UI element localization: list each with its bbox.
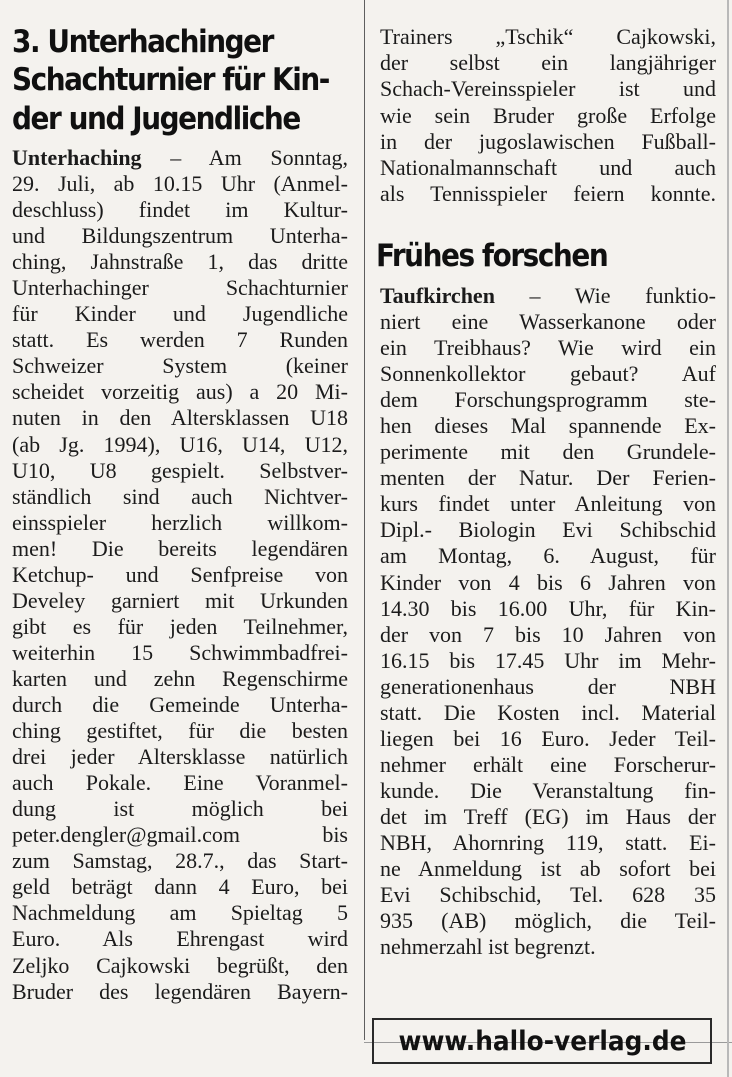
text-line: Euro. Als Ehrengast wird <box>12 926 348 952</box>
article2-place: Taufkirchen <box>380 283 495 308</box>
text-line: ständlich sind auch Nichtver- <box>12 483 348 509</box>
text-line: peter.dengler@gmail.com bis <box>12 822 348 848</box>
text-line: als Tennisspieler feiern konnte. <box>380 181 716 207</box>
text-line: Zeljko Cajkowski begrüßt, den <box>12 952 348 978</box>
text-line: Trainers „Tschik“ Cajkowski, <box>380 24 716 49</box>
article2-headline: Frühes forschen <box>376 238 608 274</box>
text-line: U10, U8 gespielt. Selbstver- <box>12 457 348 483</box>
text-line: geld beträgt dann 4 Euro, bei <box>12 874 348 900</box>
article1-place: Unterhaching <box>12 145 142 170</box>
text-line: wie sein Bruder große Erfolge <box>380 102 716 128</box>
text-line: Nachmeldung am Spieltag 5 <box>12 900 348 926</box>
text-line: Schweizer System (keiner <box>12 353 348 379</box>
text-line: (ab Jg. 1994), U16, U14, U12, <box>12 431 348 457</box>
text-line: in der jugoslawischen Fußball- <box>380 128 716 154</box>
text-line: auch Pokale. Eine Voranmel- <box>12 770 348 796</box>
text-line: Nationalmannschaft und auch <box>380 155 716 180</box>
text-line: statt. Es werden 7 Runden <box>12 327 348 353</box>
text-line: NBH, Ahornring 119, statt. Ei- <box>380 830 716 855</box>
text-line: dung ist möglich bei <box>12 796 348 822</box>
text-line: ching, Jahnstraße 1, das dritte <box>12 249 348 275</box>
text-line: nehmerzahl ist begrenzt. <box>380 934 596 960</box>
page-edge <box>727 0 729 1077</box>
text-line: drei jeder Altersklasse natürlich <box>12 744 348 770</box>
text-line: karten und zehn Regenschirme <box>12 665 348 691</box>
text-line: kurs findet unter Anleitung von <box>380 491 716 517</box>
text-line: perimente mit den Grundele- <box>380 439 716 465</box>
text-line: 16.15 bis 17.45 Uhr im Mehr- <box>380 647 716 673</box>
text-line: Schach-Vereinsspieler ist und <box>380 76 716 102</box>
text-line: nehmer erhält eine Forscherur- <box>380 751 716 777</box>
article1-headline-line-1: 3. Unterhachinger <box>12 24 273 60</box>
text-line: Bruder des legendären Bayern- <box>12 978 348 1004</box>
text-line: menten der Natur. Der Ferien- <box>380 465 716 491</box>
article2-first-line-text: – Wie funktio- <box>494 283 716 308</box>
text-line: zum Samstag, 28.7., das Start- <box>12 848 348 874</box>
text-line: für Kinder und Jugendliche <box>12 301 348 327</box>
text-line: nuten in den Altersklassen U18 <box>12 405 348 431</box>
article2-first-line <box>380 283 716 309</box>
text-line: ne Anmeldung ist ab sofort bei <box>380 856 716 882</box>
text-line: det im Treff (EG) im Haus der <box>380 803 716 829</box>
text-line: statt. Die Kosten incl. Material <box>380 699 716 725</box>
article1-headline-line-2: Schachturnier für Kin- <box>12 62 329 98</box>
text-line: niert eine Wasserkanone oder <box>380 309 716 334</box>
website-box <box>372 1018 712 1064</box>
text-line: ein Treibhaus? Wie wird ein <box>380 335 716 361</box>
text-line: Dipl.- Biologin Evi Schibschid <box>380 517 716 543</box>
text-line: und Bildungszentrum Unterha- <box>12 223 348 249</box>
text-line: Develey garniert mit Urkunden <box>12 587 348 613</box>
text-line: hen dieses Mal spannende Ex- <box>380 413 716 439</box>
text-line: weiterhin 15 Schwimmbadfrei- <box>12 639 348 665</box>
text-line: 29. Juli, ab 10.15 Uhr (Anmel- <box>12 171 348 196</box>
text-line: Unterhachinger Schachturnier <box>12 275 348 301</box>
text-line: ching gestiftet, für die besten <box>12 718 348 744</box>
text-line: Sonnenkollektor gebaut? Auf <box>380 361 716 387</box>
text-line: am Montag, 6. August, für <box>380 543 716 569</box>
column-divider <box>364 0 365 1040</box>
text-line: der von 7 bis 10 Jahren von <box>380 621 716 647</box>
text-line: generationenhaus der NBH <box>380 673 716 699</box>
text-line: men! Die bereits legendären <box>12 535 348 561</box>
text-line: liegen bei 16 Euro. Jeder Teil- <box>380 725 716 751</box>
article1-first-line <box>12 145 348 171</box>
text-line: scheidet vorzeitig aus) a 20 Mi- <box>12 379 348 405</box>
text-line: Evi Schibschid, Tel. 628 35 <box>380 882 716 908</box>
text-line: gibt es für jeden Teilnehmer, <box>12 613 348 639</box>
text-line: Ketchup- und Senfpreise von <box>12 561 348 587</box>
text-line: 14.30 bis 16.00 Uhr, für Kin- <box>380 595 716 621</box>
text-line: durch die Gemeinde Unterha- <box>12 692 348 717</box>
website-url[interactable]: www.hallo-verlag.de <box>398 1025 686 1057</box>
article1-first-line-text: – Am Sonntag, <box>141 145 348 170</box>
article1-headline-line-3: der und Jugendliche <box>12 101 300 137</box>
text-line: der selbst ein langjähriger <box>380 50 716 76</box>
text-line: dem Forschungsprogramm ste- <box>380 387 716 413</box>
text-line: kunde. Die Veranstaltung fin- <box>380 777 716 803</box>
text-line: Kinder von 4 bis 6 Jahren von <box>380 569 716 595</box>
text-line: deschluss) findet im Kultur- <box>12 197 348 223</box>
text-line: 935 (AB) möglich, die Teil- <box>380 908 716 934</box>
text-line: einsspieler herzlich willkom- <box>12 509 348 535</box>
